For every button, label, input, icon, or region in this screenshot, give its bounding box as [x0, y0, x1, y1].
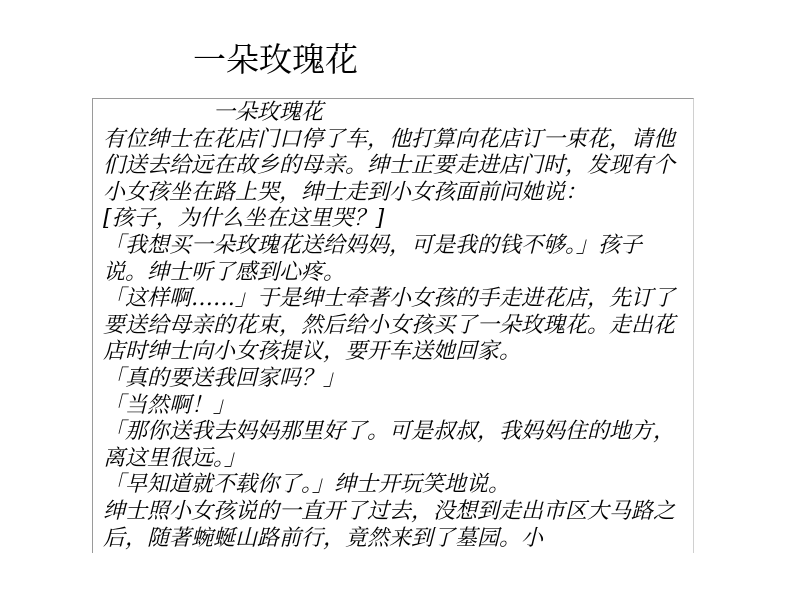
slide-title: 一朵玫瑰花 [193, 40, 358, 79]
story-paragraph: 「那你送我去妈妈那里好了。可是叔叔，我妈妈住的地方，离这里很远。」 [103, 419, 676, 471]
story-text-box[interactable] [92, 98, 694, 553]
story-paragraph: 绅士照小女孩说的一直开了过去，没想到走出市区大马路之后，随著蜿蜒山路前行，竟然来到了墓园。小 [103, 498, 676, 551]
story-paragraph: [孩子，为什么坐在这里哭？] [103, 206, 385, 232]
story-paragraph: 「这样啊……」于是绅士牵著小女孩的手走进花店，先订了要送给母亲的花束，然后给小女孩买了一朵玫瑰花。走出花店时绅士向小女孩提议，要开车送她回家。 [103, 286, 676, 365]
story-text [103, 100, 683, 552]
story-paragraph: 「真的要送我回家吗？」 [103, 365, 346, 391]
story-paragraph: 有位绅士在花店门口停了车，他打算向花店订一束花，请他们送去给远在故乡的母亲。绅士正要走进店门时，发现有个小女孩坐在路上哭，绅士走到小女孩面前问她说： [103, 126, 676, 205]
story-heading: 一朵玫瑰花 [213, 100, 324, 125]
story-paragraph: 「当然啊！」 [103, 392, 236, 418]
story-paragraph: 「早知道就不载你了。」绅士开玩笑地说。 [103, 472, 511, 498]
story-paragraph: 「我想买一朵玫瑰花送给妈妈，可是我的钱不够。」孩子说。绅士听了感到心疼。 [103, 232, 643, 285]
